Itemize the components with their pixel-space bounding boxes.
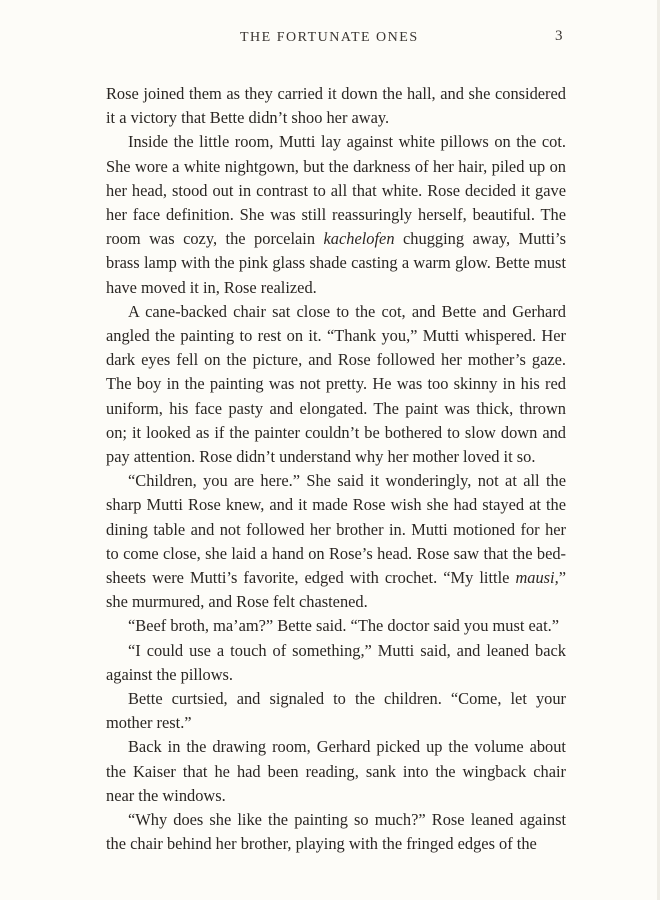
paragraph-6: “I could use a touch of something,” Mutti said, and leaned back against the pillows.	[106, 640, 566, 684]
running-head-title: THE FORTUNATE ONES	[240, 30, 419, 45]
paragraph-7: Bette curtsied, and signaled to the children. “Come, let your mother rest.”	[106, 689, 566, 733]
paragraph-1: Rose joined them as they carried it down the hall, and she considered it a victory that Bette didn’t shoo her away.	[106, 84, 566, 128]
paragraph-8: Back in the drawing room, Gerhard picked up the volume about the Kaiser that he had been reading, sank into the wingback chair near the windows.	[106, 737, 566, 805]
body-text	[106, 82, 566, 857]
page-number: 3	[555, 28, 563, 44]
paragraph-3: A cane-backed chair sat close to the cot, and Bette and Gerhard angled the painting to rest on it. “Thank you,” Mutti whispered. Her dark eyes fell on the picture, and Rose followed her mother’s gaze. The boy in the painting was not pretty. He was too skinny in his red uniform, his face pasty and elongated. The paint was thick, thrown on; it looked as if the painter couldn’t be bothered to slow down and pay attention. Rose didn’t understand why her mother loved it so.	[106, 301, 566, 467]
paragraph-9: “Why does she like the painting so much?” Rose leaned against the chair behind her brother, playing with the fringed edges of the	[106, 810, 566, 854]
paragraph-5: “Beef broth, ma’am?” Bette said. “The doctor said you must eat.”	[128, 616, 560, 636]
paragraph-4: “Children, you are here.” She said it wonderingly, not at all the sharp Mutti Rose knew, and it made Rose wish she had stayed at the dining table and not followed her brother in. Mutti motioned for her to come close, she laid a hand on Rose’s head. Rose saw that the bed-sheets were Mutti’s favorite, edged with crochet. “My little mausi,” she murmured, and Rose felt chastened.	[106, 471, 566, 612]
paragraph-2: Inside the little room, Mutti lay against white pillows on the cot. She wore a white nightgown, but the darkness of her hair, piled up on her head, stood out in contrast to all that white. Rose decided it gave her face definition. She was still reassuringly herself, beautiful. The room was cozy, the porcelain kachelofen chugging away, Mutti’s brass lamp with the pink glass shade casting a warm glow. Bette must have moved it in, Rose realized.	[106, 132, 566, 297]
